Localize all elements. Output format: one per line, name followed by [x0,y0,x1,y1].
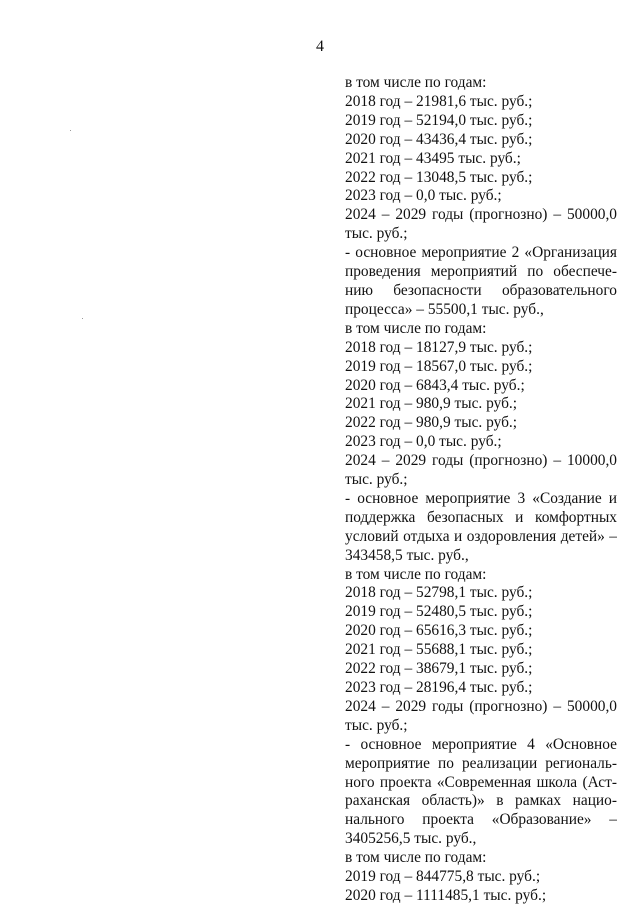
text-line: 343458,5 тыс. руб., [345,546,469,564]
text-line: нию безопасности образовательного [345,281,617,299]
scan-speck [82,318,83,319]
text-line: 2021 год – 980,9 тыс. руб.; [345,395,518,413]
text-line: тыс. руб.; [345,225,408,243]
text-line: 2020 год – 6843,4 тыс. руб.; [345,376,525,394]
text-line: 2019 год – 52480,5 тыс. руб.; [345,603,533,621]
text-line: нального проекта «Образование» – [345,811,617,829]
text-line: 2019 год – 18567,0 тыс. руб.; [345,357,533,375]
page-number: 4 [316,38,324,55]
text-line: мероприятие по реализации региональ- [345,754,617,772]
text-line: 2020 год – 43436,4 тыс. руб.; [345,130,533,148]
text-line: 2024 – 2029 годы (прогнозно) – 10000,0 [345,452,617,470]
text-line: 2018 год – 21981,6 тыс. руб.; [345,92,533,110]
text-line: 2023 год – 0,0 тыс. руб.; [345,433,502,451]
text-line: 2020 год – 1111485,1 тыс. руб.; [345,886,547,904]
text-line: 2018 год – 18127,9 тыс. руб.; [345,338,533,356]
text-line: 2022 год – 13048,5 тыс. руб.; [345,168,533,186]
text-line: поддержка безопасных и комфортных [345,508,617,526]
text-line: 2023 год – 0,0 тыс. руб.; [345,187,502,205]
text-line: 2019 год – 844775,8 тыс. руб.; [345,868,541,886]
text-line: - основное мероприятие 4 «Основное [345,735,617,753]
text-line: условий отдыха и оздоровления детей» – [345,527,617,545]
text-line: 2018 год – 52798,1 тыс. руб.; [345,584,533,602]
text-line: 3405256,5 тыс. руб., [345,830,477,848]
text-line: в том числе по годам: [345,565,487,583]
text-line: - основное мероприятие 2 «Организация [345,244,617,262]
text-line: 2022 год – 38679,1 тыс. руб.; [345,660,533,678]
text-line: процесса» – 55500,1 тыс. руб., [345,300,544,318]
document-body [345,74,617,906]
text-line: 2019 год – 52194,0 тыс. руб.; [345,111,533,129]
text-line: 2020 год – 65616,3 тыс. руб.; [345,622,533,640]
text-line: 2023 год – 28196,4 тыс. руб.; [345,679,533,696]
text-line: тыс. руб.; [345,716,408,734]
text-line: проведения мероприятий по обеспече- [345,263,617,281]
text-line: в том числе по годам: [345,74,487,91]
scan-speck [70,130,71,131]
text-line: 2024 – 2029 годы (прогнозно) – 50000,0 [345,697,617,715]
text-line: тыс. руб.; [345,471,408,489]
text-line: 2022 год – 980,9 тыс. руб.; [345,414,518,432]
text-line: раханская область)» в рамках нацио- [345,792,617,810]
text-line: в том числе по годам: [345,319,487,337]
text-line: в том числе по годам: [345,849,487,867]
text-line: - основное мероприятие 3 «Создание и [345,489,617,507]
text-line: 2021 год – 55688,1 тыс. руб.; [345,641,533,659]
text-line: 2024 – 2029 годы (прогнозно) – 50000,0 [345,206,617,224]
text-line: ного проекта «Современная школа (Аст- [345,773,617,791]
text-line: 2021 год – 43495 тыс. руб.; [345,149,521,167]
